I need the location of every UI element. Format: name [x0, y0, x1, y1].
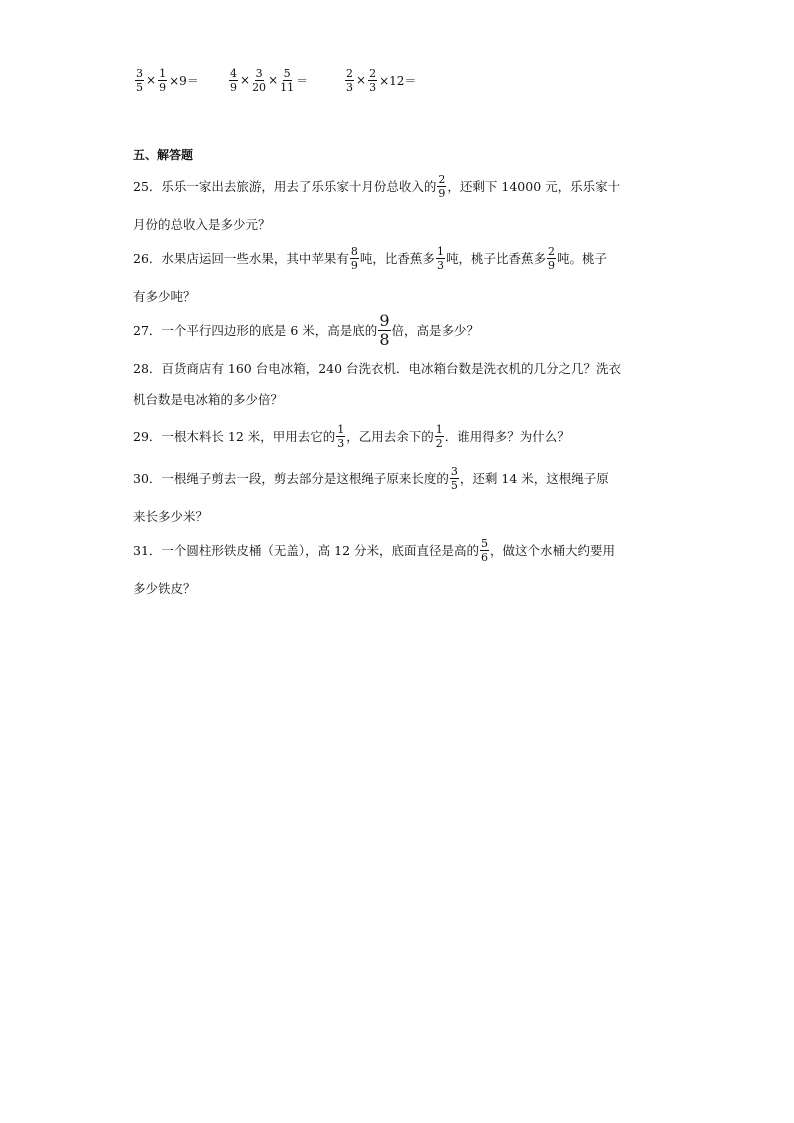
denominator: 20 — [252, 80, 267, 94]
fraction — [378, 310, 390, 349]
question-text: 27．一个平行四边形的底是 6 米，高是底的 — [133, 323, 378, 338]
fraction — [368, 68, 377, 93]
question-line — [133, 310, 663, 350]
question-31 — [133, 530, 663, 606]
question-text: 月份的总收入是多少元？ — [133, 217, 271, 232]
numerator: 3 — [255, 66, 263, 80]
fraction — [345, 68, 354, 93]
denominator: 11 — [280, 80, 295, 94]
question-26 — [133, 238, 663, 314]
question-text: 多少铁皮？ — [133, 581, 196, 596]
question-line — [133, 350, 663, 386]
expression-3 — [344, 62, 417, 98]
question-line — [133, 278, 663, 314]
numerator: 5 — [283, 66, 291, 80]
fraction — [437, 174, 446, 199]
question-text: ．谁用得多？为什么？ — [444, 429, 570, 444]
question-text: 25．乐乐一家出去旅游，用去了乐乐家十月份总收入的 — [133, 179, 437, 194]
denominator: 5 — [136, 80, 143, 94]
fraction — [350, 246, 359, 271]
question-text: 有多少吨？ — [133, 289, 196, 304]
fraction — [229, 68, 238, 93]
question-line — [133, 238, 663, 278]
question-text: 来长多少米？ — [133, 509, 209, 524]
fraction — [135, 68, 144, 93]
numerator: 2 — [369, 66, 377, 80]
question-line — [133, 458, 663, 498]
numerator: 1 — [337, 422, 345, 436]
question-line — [133, 386, 663, 412]
fraction — [336, 424, 345, 449]
denominator: 5 — [450, 478, 458, 492]
fraction — [158, 68, 167, 93]
numerator: 1 — [435, 422, 443, 436]
numerator: 4 — [230, 66, 237, 80]
question-line — [133, 498, 663, 534]
numerator: 1 — [436, 244, 444, 258]
operator: ×9＝ — [169, 73, 199, 88]
question-text: 31．一个圆柱形铁皮桶（无盖），高 12 分米，底面直径是高的 — [133, 543, 480, 558]
operator: × — [356, 73, 367, 87]
denominator: 6 — [481, 550, 489, 564]
fraction — [547, 246, 556, 271]
question-28 — [133, 350, 663, 412]
denominator: 9 — [547, 258, 555, 272]
numerator: 1 — [159, 66, 167, 80]
denominator: 9 — [159, 80, 167, 94]
question-text: ，还剩下 14000 元，乐乐家十 — [447, 179, 621, 194]
question-text: 吨，比香蕉多 — [359, 251, 435, 266]
denominator: 9 — [230, 80, 237, 94]
question-text: 吨。桃子 — [556, 251, 607, 266]
denominator: 9 — [350, 258, 358, 272]
fraction — [436, 246, 445, 271]
fraction — [435, 424, 444, 449]
denominator: 3 — [346, 80, 353, 94]
question-text: 30．一根绳子剪去一段，剪去部分是这根绳子原来长度的 — [133, 471, 449, 486]
expression-1 — [134, 62, 228, 98]
denominator: 9 — [438, 186, 446, 200]
operator: × — [268, 73, 279, 87]
calculation-row — [134, 62, 417, 98]
operator: × — [146, 73, 157, 87]
question-text: 28．百货商店有 160 台电冰箱，240 台洗衣机．电冰箱台数是洗衣机的几分之几？洗衣 — [133, 361, 622, 376]
denominator: 3 — [369, 80, 377, 94]
numerator: 5 — [481, 536, 489, 550]
denominator: 8 — [379, 329, 390, 349]
question-text: 吨，桃子比香蕉多 — [445, 251, 546, 266]
numerator: 3 — [136, 66, 143, 80]
denominator: 3 — [337, 436, 345, 450]
question-29 — [133, 416, 663, 456]
numerator: 9 — [379, 310, 390, 330]
question-30 — [133, 458, 663, 534]
question-line — [133, 416, 663, 456]
question-text: 26．水果店运回一些水果，其中苹果有 — [133, 251, 349, 266]
question-27 — [133, 310, 663, 350]
operator: ×12＝ — [379, 73, 417, 88]
numerator: 2 — [438, 172, 446, 186]
question-text: 29．一根木料长 12 米，甲用去它的 — [133, 429, 336, 444]
fraction — [450, 466, 459, 491]
section-title: 五、解答题 — [133, 148, 194, 162]
denominator: 3 — [436, 258, 444, 272]
fraction — [252, 68, 266, 93]
question-text: 机台数是电冰箱的多少倍？ — [133, 392, 284, 407]
numerator: 2 — [346, 66, 353, 80]
numerator: 8 — [350, 244, 358, 258]
fraction — [480, 538, 489, 563]
question-25 — [133, 166, 663, 242]
expression-2 — [228, 62, 344, 98]
question-line — [133, 530, 663, 570]
question-line — [133, 570, 663, 606]
question-line — [133, 166, 663, 206]
denominator: 2 — [435, 436, 443, 450]
numerator: 3 — [450, 464, 458, 478]
question-text: ，乙用去余下的 — [346, 429, 434, 444]
operator: ＝ — [296, 73, 309, 88]
question-text: ，做这个水桶大约要用 — [490, 543, 616, 558]
numerator: 2 — [547, 244, 555, 258]
question-line — [133, 206, 663, 242]
fraction — [280, 68, 294, 93]
question-text: 倍，高是多少？ — [391, 323, 480, 338]
question-text: ，还剩 14 米，这根绳子原 — [459, 471, 609, 486]
operator: × — [240, 73, 251, 87]
